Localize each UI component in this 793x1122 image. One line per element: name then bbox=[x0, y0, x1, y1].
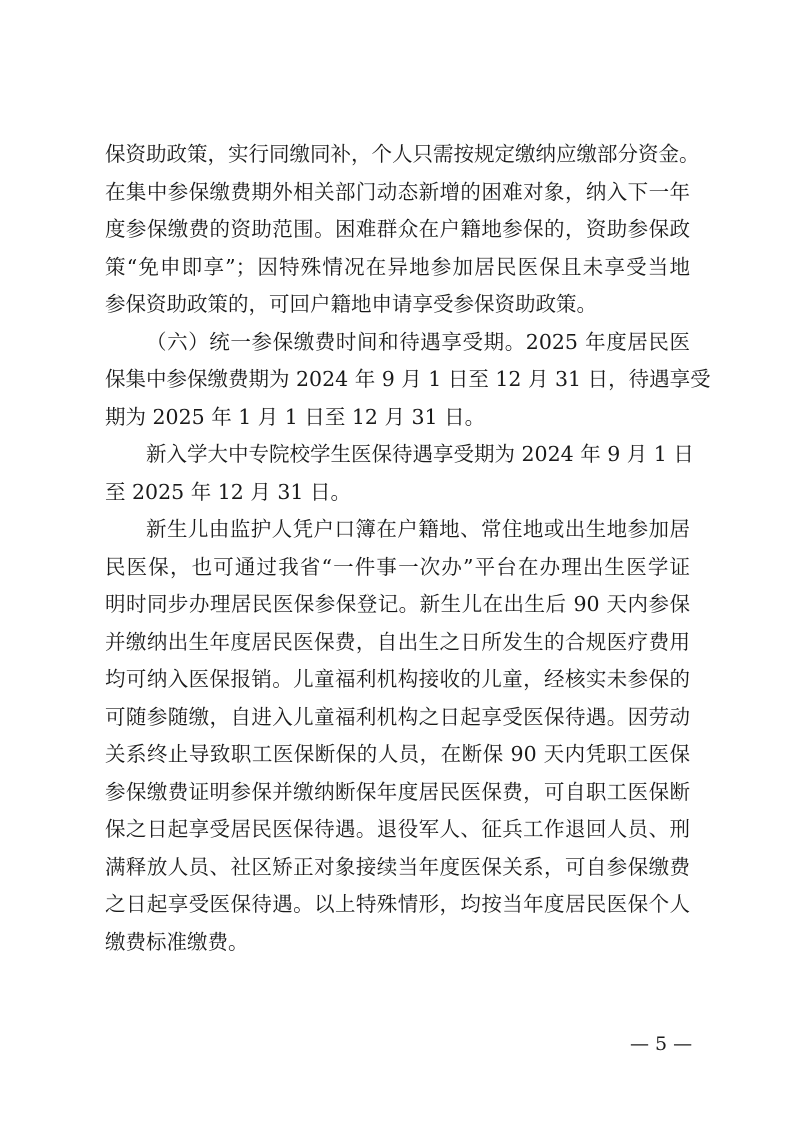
text-line: 在集中参保缴费期外相关部门动态新增的困难对象，纳入下一年 bbox=[105, 179, 690, 204]
text-line: 至 2025 年 12 月 31 日。 bbox=[105, 479, 351, 504]
text-line: 并缴纳出生年度居民医保费，自出生之日所发生的合规医疗费用 bbox=[105, 629, 690, 654]
paragraph bbox=[105, 324, 711, 437]
paragraph bbox=[105, 436, 694, 511]
page-number: — 5 — bbox=[630, 1033, 693, 1055]
text-line: 明时同步办理居民医保参保登记。新生儿在出生后 90 天内参保 bbox=[105, 592, 690, 616]
text-line: 期为 2025 年 1 月 1 日至 12 月 31 日。 bbox=[105, 404, 486, 429]
paragraph bbox=[105, 136, 700, 324]
text-line: 保之日起享受居民医保待遇。退役军人、征兵工作退回人员、刑 bbox=[105, 817, 690, 841]
text-line: 度参保缴费的资助范围。困难群众在户籍地参保的，资助参保政 bbox=[105, 217, 690, 241]
text-line: 策“免申即享”；因特殊情况在异地参加居民医保且未享受当地 bbox=[105, 254, 690, 279]
text-line: 新生儿由监护人凭户口簿在户籍地、常住地或出生地参加居 bbox=[146, 517, 690, 541]
text-line: 可随参随缴，自进入儿童福利机构之日起享受医保待遇。因劳动 bbox=[105, 704, 690, 729]
text-line: 缴费标准缴费。 bbox=[105, 929, 249, 954]
section-heading-line: （六）统一参保缴费时间和待遇享受期。2025 年度居民医 bbox=[146, 329, 690, 354]
text-line: 参保资助政策的，可回户籍地申请享受参保资助政策。 bbox=[105, 292, 597, 316]
text-line: 新入学大中专院校学生医保待遇享受期为 2024 年 9 月 1 日 bbox=[146, 442, 694, 466]
text-line: 保集中参保缴费期为 2024 年 9 月 1 日至 12 月 31 日，待遇享受 bbox=[105, 367, 711, 391]
text-line: 之日起享受医保待遇。以上特殊情形，均按当年度居民医保个人 bbox=[105, 892, 690, 916]
text-line: 满释放人员、社区矫正对象接续当年度医保关系，可自参保缴费 bbox=[105, 854, 690, 879]
text-line: 参保缴费证明参保并缴纳断保年度居民医保费，可自职工医保断 bbox=[105, 779, 690, 804]
paragraph bbox=[105, 511, 690, 961]
text-line: 均可纳入医保报销。儿童福利机构接收的儿童，经核实未参保的 bbox=[105, 667, 690, 691]
document-body bbox=[105, 136, 711, 961]
text-line: 保资助政策，实行同缴同补，个人只需按规定缴纳应缴部分资金。 bbox=[105, 142, 700, 166]
text-line: 民医保，也可通过我省“一件事一次办”平台在办理出生医学证 bbox=[105, 554, 690, 579]
text-line: 关系终止导致职工医保断保的人员，在断保 90 天内凭职工医保 bbox=[105, 742, 690, 766]
